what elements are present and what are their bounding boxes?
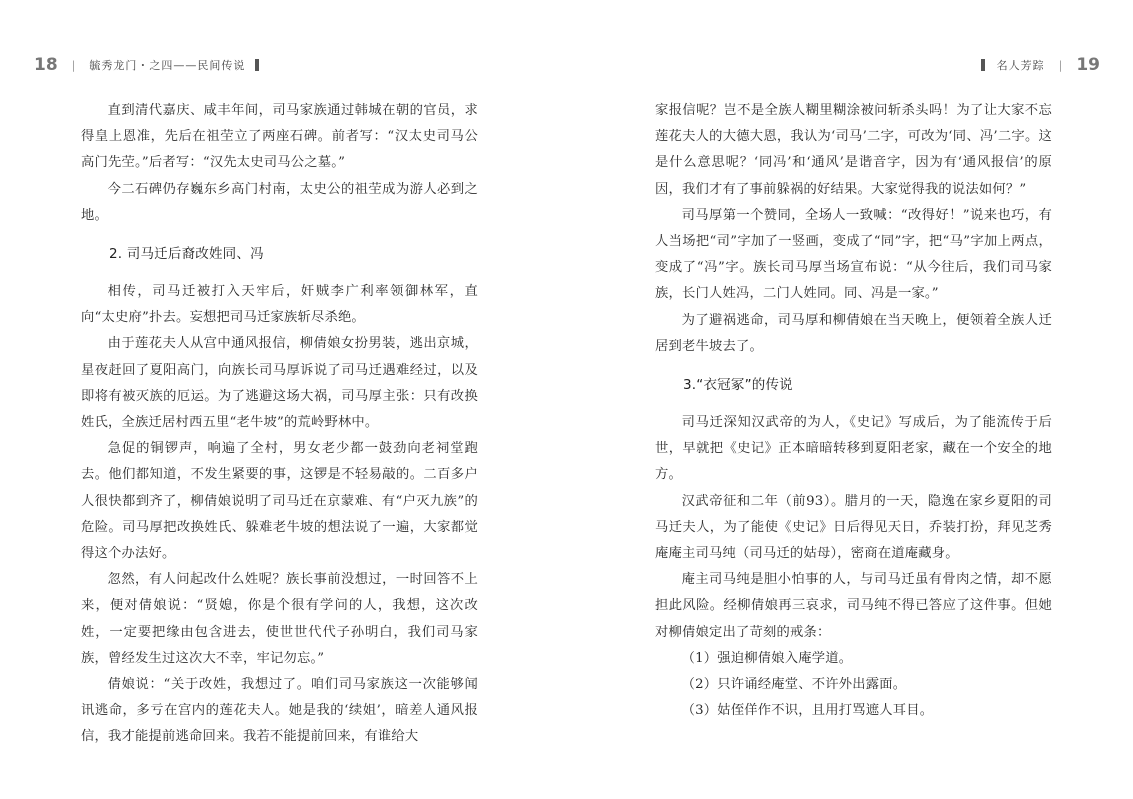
list-item: （3）姑侄佯作不识，且用打骂遮人耳目。 — [681, 703, 934, 719]
right-page-header — [981, 54, 1100, 76]
right-page-number: 19 — [1076, 55, 1100, 75]
header-separator: | — [1058, 58, 1063, 72]
left-running-title: 毓秀龙门・之四——民间传说 — [89, 59, 246, 72]
paragraph: 今二石碑仍存巍东乡高门村南，太史公的祖茔成为游人必到之地。 — [81, 181, 478, 223]
paragraph: 急促的铜锣声，响遍了全村，男女老少都一鼓劲向老祠堂跑去。他们都知道，不发生紧要的事，这锣是不轻易敲的。二百多户人很快都到齐了，柳倩娘说明了司马迁在京蒙难、有“户灭九族”的危险。司马厚把改换姓氏、躲难老牛坡的想法说了一遍，大家都觉得这个办法好。 — [81, 441, 478, 562]
left-page-header — [34, 54, 259, 76]
paragraph: 为了避祸逃命，司马厚和柳倩娘在当天晚上，便领着全族人迁居到老牛坡去了。 — [655, 312, 1052, 354]
paragraph: 司马厚第一个赞同，全场人一致喊：“改得好！”说来也巧，有人当场把“司”字加了一竖画，变成了“同”字，把“马”字加上两点，变成了“冯”字。族长司马厚当场宣布说：“从今往后，我们司马家族，长门人姓冯，二门人姓同。同、冯是一家。” — [655, 207, 1052, 302]
paragraph: 直到清代嘉庆、咸丰年间，司马家族通过韩城在朝的官员，求得皇上恩准，先后在祖茔立了两座石碑。前者写：“汉太史司马公高门先茔。”后者写：“汉先太史司马公之墓。” — [81, 103, 478, 171]
left-page-body — [81, 98, 478, 751]
section-heading: 3.“衣冠冢”的传说 — [683, 377, 793, 394]
right-running-title: 名人芳踪 — [996, 59, 1045, 72]
list-item: （1）强迫柳倩娘入庵学道。 — [681, 650, 853, 666]
left-page-number: 18 — [34, 55, 58, 75]
paragraph: 忽然，有人问起改什么姓呢？族长事前没想过，一时回答不上来，便对倩娘说：“贤媳，你是个很有学问的人，我想，这次改姓，一定要把缘由包含进去，使世世代代子孙明白，我们司马家族，曾经发生过这次大不幸，牢记勿忘。” — [81, 572, 478, 666]
paragraph: 家报信呢？岂不是全族人糊里糊涂被问斩杀头吗！为了让大家不忘莲花夫人的大德大恩，我认为‘司马’二字，可改为‘同、冯’二字。这是什么意思呢？‘同冯’和‘通风’是谐音字，因为有‘通风报信’的原因，我们才有了事前躲祸的好结果。大家觉得我的说法如何？” — [655, 103, 1052, 197]
list-item: （2）只许诵经庵堂、不许外出露面。 — [681, 677, 907, 693]
section-heading: 2. 司马迁后裔改姓同、冯 — [109, 246, 264, 263]
header-block-mark — [255, 59, 259, 71]
paragraph: 由于莲花夫人从宫中通风报信，柳倩娘女扮男装，逃出京城，星夜赶回了夏阳高门，向族长司马厚诉说了司马迁遇难经过，以及即将有被灭族的厄运。为了逃避这场大祸，司马厚主张：只有改换姓氏，全族迁居村西五里“老牛坡”的荒岭野林中。 — [81, 336, 478, 431]
paragraph: 司马迁深知汉武帝的为人，《史记》写成后，为了能流传于后世，早就把《史记》正本暗暗转移到夏阳老家，藏在一个安全的地方。 — [655, 415, 1052, 483]
paragraph: 倩娘说：“关于改姓，我想过了。咱们司马家族这一次能够闻讯逃命，多亏在宫内的莲花夫人。她是我的‘续姐’，暗差人通风报信，我才能提前逃命回来。我若不能提前回来，有谁给大 — [81, 677, 478, 745]
header-block-mark — [981, 59, 985, 71]
right-page-body — [655, 98, 1052, 724]
paragraph: 庵主司马纯是胆小怕事的人，与司马迁虽有骨肉之情，却不愿担此风险。经柳倩娘再三哀求，司马纯不得已答应了这件事。但她对柳倩娘定出了苛刻的戒条： — [655, 572, 1052, 640]
header-separator: | — [71, 58, 76, 72]
paragraph: 相传，司马迁被打入天牢后，奸贼李广利率领御林军，直向“太史府”扑去。妄想把司马迁家族斩尽杀绝。 — [81, 284, 478, 326]
paragraph: 汉武帝征和二年（前93）。腊月的一天，隐逸在家乡夏阳的司马迁夫人，为了能使《史记》日后得见天日，乔装打扮，拜见芝秀庵庵主司马纯（司马迁的姑母），密商在道庵藏身。 — [655, 493, 1052, 562]
